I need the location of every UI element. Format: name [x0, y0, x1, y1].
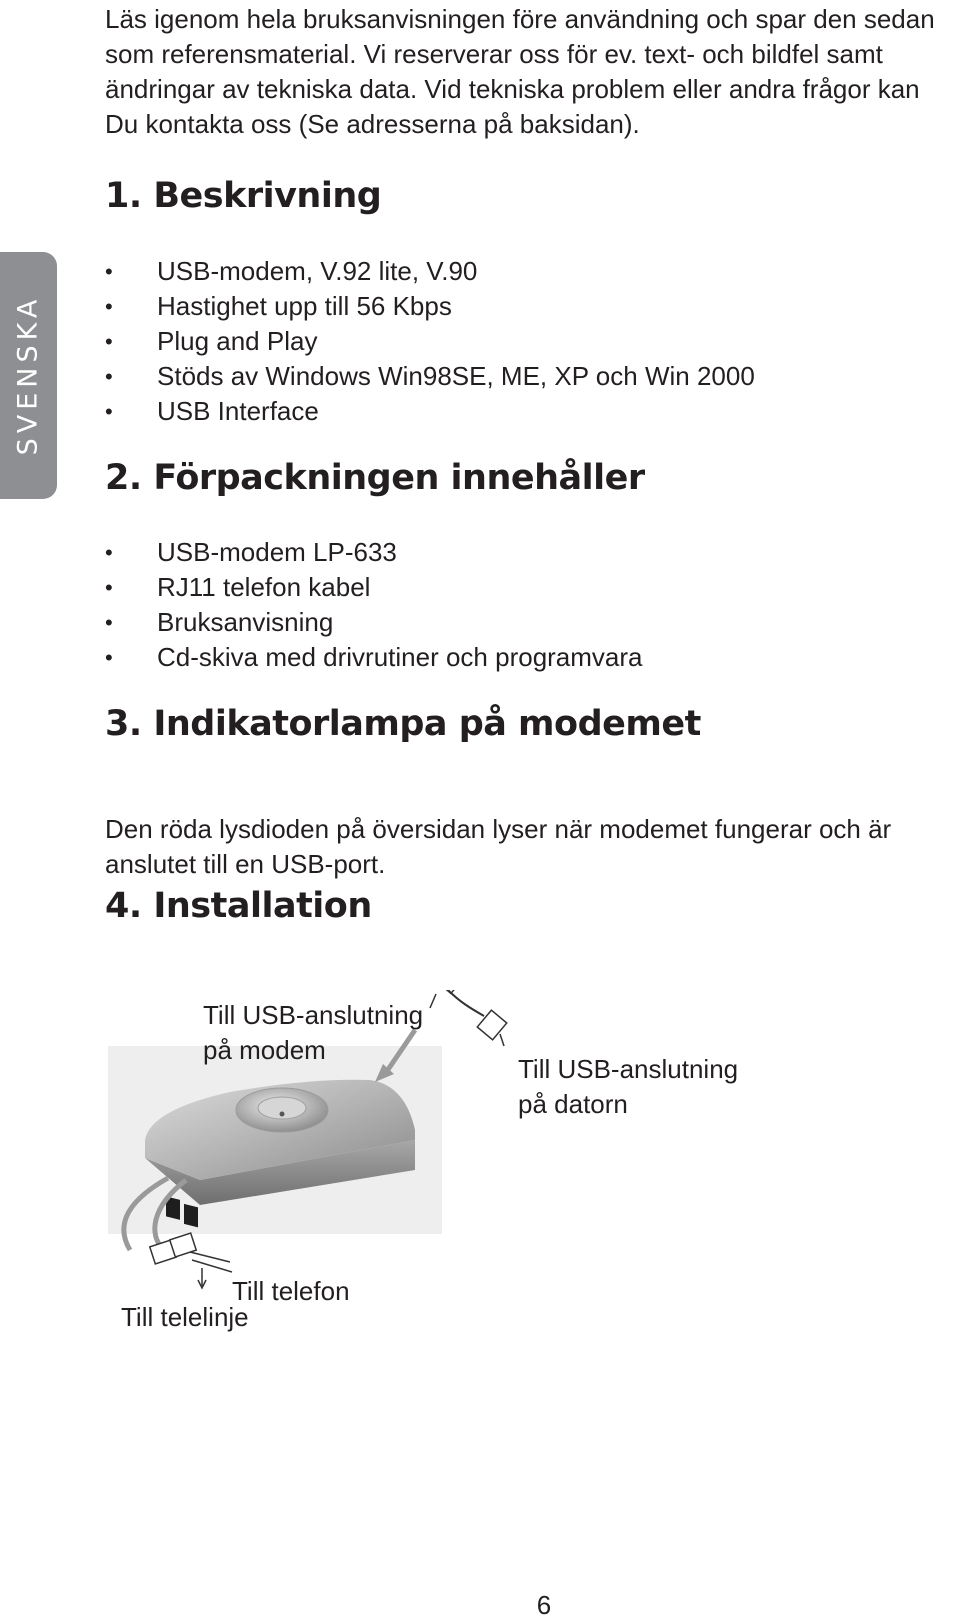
section-heading-package-contents: 2. Förpackningen innehåller — [105, 458, 645, 498]
language-tab-label: SVENSKA — [12, 294, 44, 456]
led-icon — [280, 1112, 285, 1117]
list-item: • Hastighet upp till 56 Kbps — [105, 289, 755, 324]
section-heading-installation: 4. Installation — [105, 886, 372, 926]
usb-cable — [448, 990, 484, 1016]
description-list — [105, 254, 755, 429]
section-heading-indicator: 3. Indikatorlampa på modemet — [105, 704, 701, 744]
arrow-icon — [430, 994, 436, 1008]
list-item: • RJ11 telefon kabel — [105, 570, 643, 605]
list-item: • Bruksanvisning — [105, 605, 643, 640]
rj11-port — [184, 1204, 198, 1227]
label-usb-computer-line1: Till USB-anslutning — [518, 1054, 739, 1084]
arrow-icon — [500, 1034, 504, 1046]
list-item: • USB-modem LP-633 — [105, 535, 643, 570]
package-contents-list — [105, 535, 643, 675]
list-item: • USB-modem, V.92 lite, V.90 — [105, 254, 755, 289]
installation-illustration — [0, 990, 960, 1400]
rj11-plug-icon — [150, 1233, 232, 1272]
label-usb-computer-line2: på datorn — [518, 1089, 628, 1119]
section-heading-description: 1. Beskrivning — [105, 176, 382, 216]
label-line: Till telelinje — [121, 1302, 249, 1332]
indicator-paragraph: Den röda lysdioden på översidan lyser när modemet fungerar och är anslutet till en USB-port. — [105, 814, 892, 879]
list-item: • Stöds av Windows Win98SE, ME, XP och Win 2000 — [105, 359, 755, 394]
usb-plug-icon — [434, 990, 507, 1040]
list-item: • Cd-skiva med drivrutiner och programvara — [105, 640, 643, 675]
intro-paragraph: Läs igenom hela bruksanvisningen före användning och spar den sedan som referensmaterial. Vi reserverar oss för ev. text- och bildfel samt ändringar av tekniska data. Vid tekniska problem eller andra frågor kan Du kontakta oss (Se adresserna på baksidan). — [105, 4, 935, 139]
label-phone: Till telefon — [232, 1276, 350, 1306]
page-number: 6 — [536, 1590, 552, 1620]
list-item: • USB Interface — [105, 394, 755, 429]
modem-drawing — [0, 990, 960, 1400]
label-usb-modem-line2: på modem — [203, 1035, 326, 1065]
label-usb-modem-line1: Till USB-anslutning — [203, 1000, 424, 1030]
list-item: • Plug and Play — [105, 324, 755, 359]
